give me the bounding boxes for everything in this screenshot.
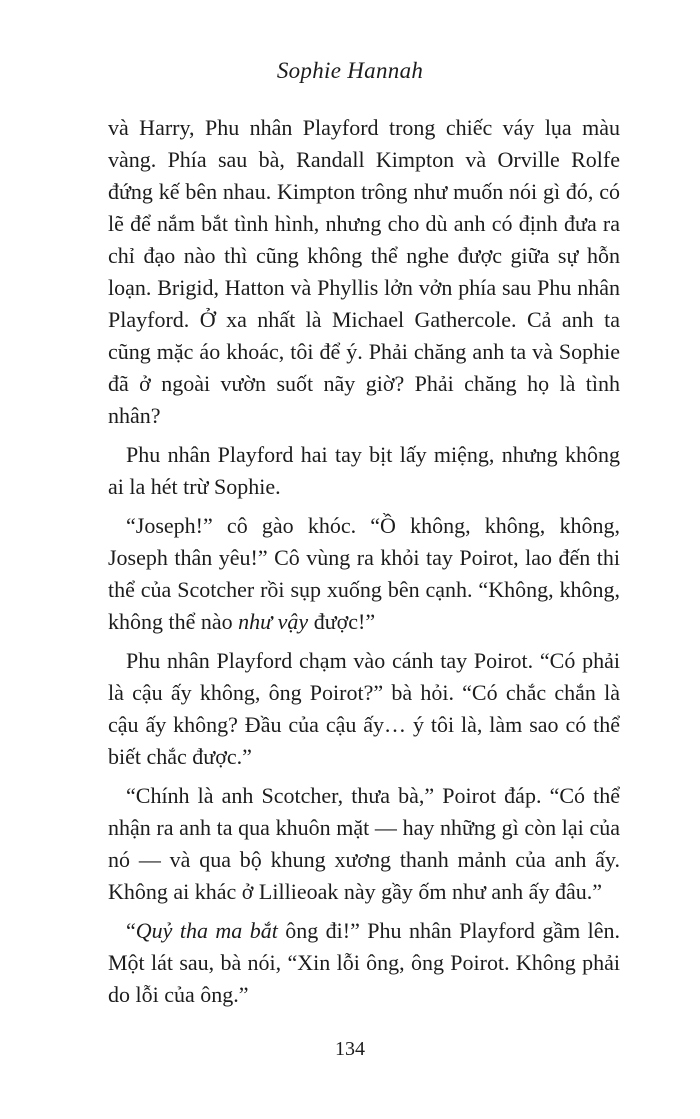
text-run: “Joseph!” cô gào khóc. “Ồ không, không, không, Joseph thân yêu!” Cô vùng ra khỏi tay Poirot, lao đến thi thể của Scotcher rồi sụp xuống bên cạnh. “Không, không, không thể nào — [108, 513, 620, 634]
page-number: 134 — [335, 1038, 365, 1060]
text-run: Phu nhân Playford chạm vào cánh tay Poirot. “Có phải là cậu ấy không, ông Poirot?” bà hỏi. “Có chắc chắn là cậu ấy không? Đầu của cậu ấy… ý tôi là, làm sao có thể biết chắc được.” — [108, 648, 620, 769]
text-run: và Harry, Phu nhân Playford trong chiếc váy lụa màu vàng. Phía sau bà, Randall Kimpton và Orville Rolfe đứng kế bên nhau. Kimpton trông như muốn nói gì đó, có lẽ để nắm bắt tình hình, nhưng cho dù anh có định đưa ra chỉ đạo nào thì cũng không thể nghe được giữa sự hỗn loạn. Brigid, Hatton và Phyllis lởn vởn phía sau Phu nhân Playford. Ở xa nhất là Michael Gathercole. Cả anh ta cũng mặc áo khoác, tôi để ý. Phải chăng anh ta và Sophie đã ở ngoài vườn suốt nãy giờ? Phải chăng họ là tình nhân? — [108, 115, 620, 428]
paragraph — [108, 780, 620, 908]
paragraph — [108, 915, 620, 1011]
text-run: ông đi!” Phu nhân Playford gầm lên. Một lát sau, bà nói, “Xin lỗi ông, ông Poirot. Không phải do lỗi của ông.” — [108, 918, 620, 1007]
paragraph — [108, 439, 620, 503]
paragraph — [108, 112, 620, 432]
text-run: “ — [126, 918, 136, 943]
text-run: “Chính là anh Scotcher, thưa bà,” Poirot đáp. “Có thể nhận ra anh ta qua khuôn mặt — hay những gì còn lại của nó — và qua bộ khung xương thanh mảnh của anh ấy. Không ai khác ở Lillieoak này gầy ốm như anh ấy đâu.” — [108, 783, 620, 904]
body-text — [108, 112, 620, 1018]
italic-text: Quỷ tha ma bắt — [135, 918, 278, 943]
paragraph — [108, 645, 620, 773]
text-run: Phu nhân Playford hai tay bịt lấy miệng, nhưng không ai la hét trừ Sophie. — [108, 442, 620, 499]
italic-text: như vậy — [238, 609, 309, 634]
paragraph — [108, 510, 620, 638]
text-run: được!” — [308, 609, 376, 634]
running-head: Sophie Hannah — [276, 58, 424, 83]
